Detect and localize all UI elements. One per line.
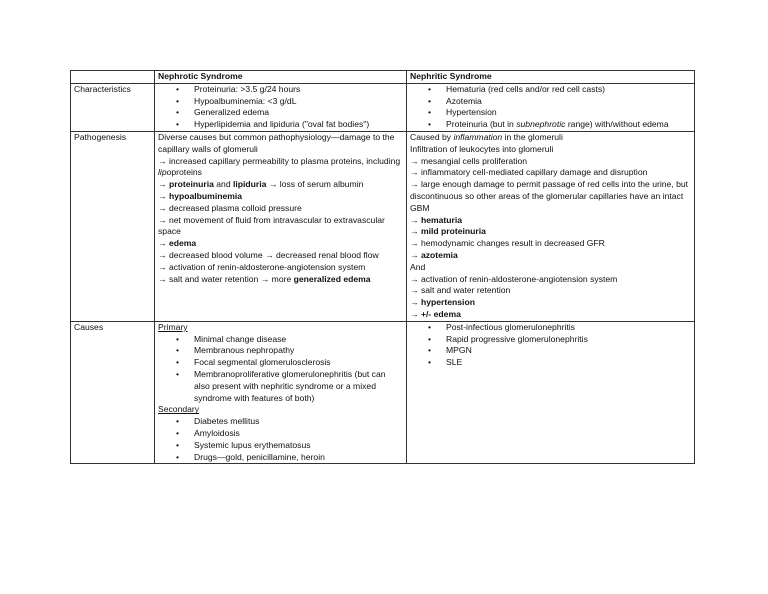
bold-text: proteinuria (168, 179, 214, 190)
list-item: • SLE (410, 357, 691, 369)
bold-text: hematuria (420, 214, 463, 225)
text-line: → inflammatory cell-mediated capillary damage and disruption (410, 167, 648, 178)
secondary-causes-list (158, 416, 403, 463)
text-line: → mesangial cells proliferation (410, 155, 528, 166)
text-segment: Proteinuria (but in (446, 119, 517, 130)
list-item: • Hypoalbuminemia: <3 g/dL (158, 96, 403, 108)
text-line: → decreased blood volume → decreased renal blood flow (158, 249, 379, 260)
text-line: → activation of renin-aldosterone-angiotension system (410, 273, 618, 284)
list-item: • Hypertension (410, 107, 691, 119)
list-item: • Diabetes mellitus (158, 416, 403, 428)
bold-text: hypoalbuminemia (168, 190, 243, 201)
list-item: • Membranous nephropathy (158, 345, 403, 357)
text-line: → salt and water retention (410, 285, 511, 296)
text-line (410, 250, 691, 262)
bold-text: generalized edema (293, 273, 371, 284)
text-segment: proteins (171, 167, 202, 178)
text-line (158, 179, 403, 191)
row-pathogenesis (71, 131, 695, 321)
italic-text: lipo (158, 167, 172, 178)
text-segment: range) with/without edema (565, 119, 669, 130)
text-line: → hypertension (410, 297, 475, 308)
list-item: • Membranoproliferative glomerulonephritis (but can also present with nephritic syndrome or a mixed syndrome with features of both) (158, 369, 403, 404)
text-segment: Caused by (410, 131, 454, 142)
italic-text: inflammation (453, 131, 503, 142)
bold-text: edema (168, 238, 197, 249)
characteristics-nephrotic-cell (155, 83, 407, 131)
text-segment: → salt and water retention → more (158, 273, 294, 284)
pathogenesis-nephritic-cell (407, 131, 695, 321)
text-line (158, 191, 403, 203)
list-item: • Systemic lupus erythematosus (158, 440, 403, 452)
header-row (71, 71, 695, 84)
list-item (410, 119, 691, 131)
characteristics-nephrotic-list (158, 84, 403, 131)
text-line (158, 274, 403, 286)
nephritic-causes-list (410, 322, 691, 369)
comparison-table (70, 70, 695, 464)
causes-nephritic-cell (407, 321, 695, 464)
list-item: • Post-infectious glomerulonephritis (410, 322, 691, 334)
pathogenesis-nephrotic-cell (155, 131, 407, 321)
list-item: • Generalized edema (158, 107, 403, 119)
italic-text: subnephrotic (516, 119, 566, 130)
text-segment: → (410, 249, 421, 260)
text-line (158, 238, 403, 250)
header-nephritic: Nephritic Syndrome (407, 71, 695, 84)
text-line: → hemodynamic changes result in decreased GFR (410, 238, 605, 249)
list-item: • MPGN (410, 345, 691, 357)
row-characteristics (71, 83, 695, 131)
text-segment: → loss of serum albumin (266, 179, 364, 190)
text-line: → net movement of fluid from intravascular to extravascular space (158, 214, 385, 237)
list-item: • Focal segmental glomerulosclerosis (158, 357, 403, 369)
characteristics-nephritic-cell (407, 83, 695, 131)
list-item: • Proteinuria: >3.5 g/24 hours (158, 84, 403, 96)
text-segment: → (410, 214, 421, 225)
text-line: Diverse causes but common pathophysiology—damage to the capillary walls of glomeruli (158, 131, 395, 154)
text-line: → +/- edema (410, 308, 461, 319)
text-line (410, 132, 691, 144)
text-line: → activation of renin-aldosterone-angiotension system (158, 261, 366, 272)
text-line (410, 215, 691, 227)
bold-text: lipiduria (233, 179, 267, 190)
text-segment: and (213, 179, 233, 190)
row-label-characteristics: Characteristics (71, 83, 155, 131)
characteristics-nephritic-list (410, 84, 691, 131)
secondary-heading: Secondary (158, 404, 200, 415)
text-line: → decreased plasma colloid pressure (158, 202, 302, 213)
primary-causes-list (158, 334, 403, 405)
row-label-causes: Causes (71, 321, 155, 464)
list-item: • Drugs—gold, penicillamine, heroin (158, 452, 403, 464)
text-line: Infiltration of leukocytes into glomeruli (410, 143, 554, 154)
primary-heading: Primary (158, 321, 188, 332)
text-line: → large enough damage to permit passage of red cells into the urine, but discontinuous so other areas of the glomerular capillaries have an intact GBM (410, 179, 689, 213)
text-segment: → (158, 238, 169, 249)
row-causes (71, 321, 695, 464)
list-item: • Hyperlipidemia and lipiduria ("oval fat bodies") (158, 119, 403, 131)
text-segment: in the glomeruli (502, 131, 563, 142)
list-item: • Hematuria (red cells and/or red cell casts) (410, 84, 691, 96)
row-label-pathogenesis: Pathogenesis (71, 131, 155, 321)
bold-text: azotemia (420, 249, 458, 260)
text-line (158, 156, 403, 180)
list-item: • Amyloidosis (158, 428, 403, 440)
text-segment: → (158, 179, 169, 190)
text-segment: → (158, 190, 169, 201)
header-empty-cell (71, 71, 155, 84)
list-item: • Rapid progressive glomerulonephritis (410, 334, 691, 346)
text-line: And (410, 261, 426, 272)
text-line: → mild proteinuria (410, 226, 486, 237)
header-nephrotic: Nephrotic Syndrome (155, 71, 407, 84)
list-item: • Azotemia (410, 96, 691, 108)
causes-nephrotic-cell (155, 321, 407, 464)
text-segment: → increased capillary permeability to plasma proteins, including (158, 155, 401, 166)
list-item: • Minimal change disease (158, 334, 403, 346)
